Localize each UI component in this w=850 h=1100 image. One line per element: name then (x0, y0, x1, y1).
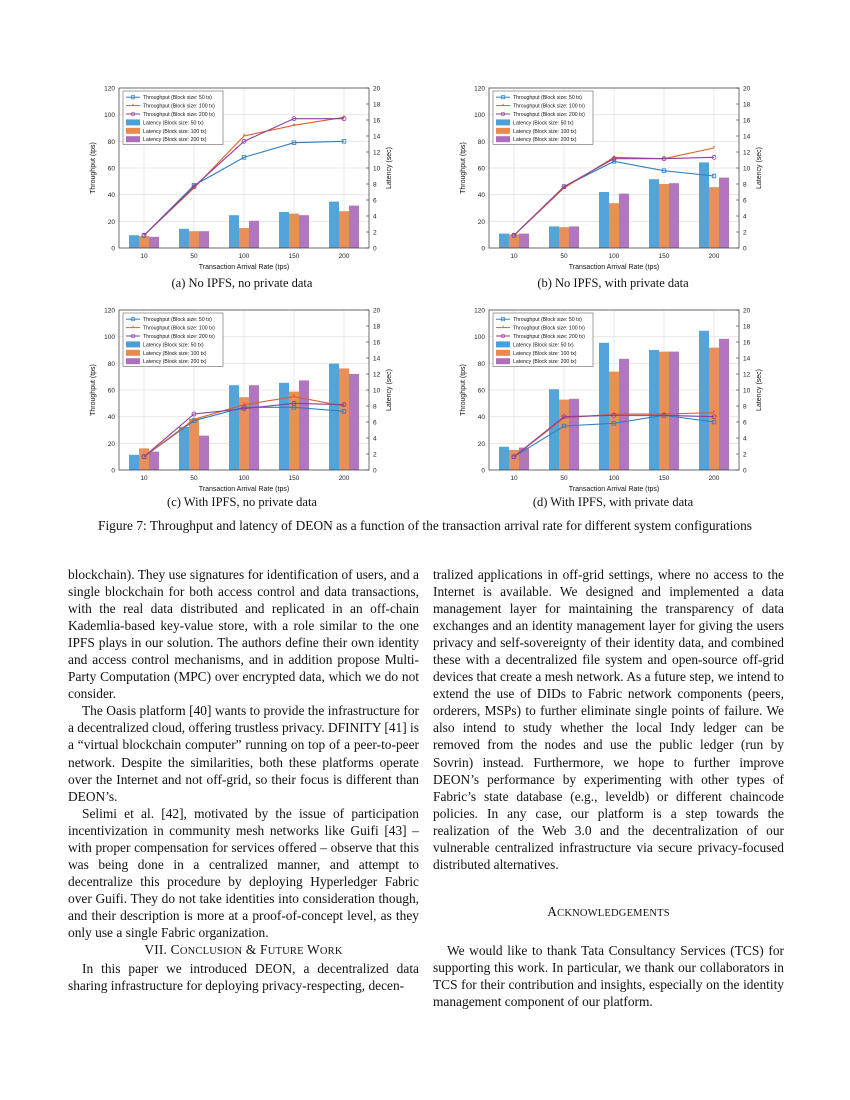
legend-label: Throughput (Block size: 200 tx) (513, 112, 585, 118)
y-right-tick-label: 8 (373, 403, 377, 411)
x-axis-label: Transaction Arrival Rate (tps) (568, 264, 660, 271)
latency-bar (289, 214, 299, 248)
latency-bar (349, 374, 359, 470)
latency-bar (569, 399, 579, 470)
y-left-tick-label: 100 (104, 334, 115, 342)
y-right-tick-label: 12 (743, 149, 751, 157)
x-tick-label: 150 (288, 253, 300, 260)
latency-bar (299, 215, 309, 248)
legend-bar-swatch (496, 136, 510, 142)
y-left-tick-label: 60 (477, 387, 485, 395)
line-marker: * (142, 454, 146, 462)
legend-marker: * (131, 325, 135, 332)
y-right-tick-label: 14 (373, 355, 381, 363)
latency-bar (709, 187, 719, 248)
legend-label: Latency (Block size: 100 tx) (143, 350, 207, 357)
y-right-tick-label: 20 (743, 85, 751, 93)
line-marker: * (662, 411, 666, 419)
subcaption-c: (c) With IPFS, no private data (167, 495, 317, 509)
y-left-tick-label: 20 (107, 218, 115, 226)
latency-bar (189, 231, 199, 248)
x-axis-label: Transaction Arrival Rate (tps) (568, 486, 660, 493)
line-marker: * (512, 454, 516, 462)
y-right-tick-label: 12 (373, 149, 381, 157)
legend-label: Latency (Block size: 100 tx) (513, 128, 577, 135)
line-marker: * (612, 411, 616, 419)
latency-bar (719, 339, 729, 470)
latency-bar (189, 416, 199, 470)
x-tick-label: 100 (238, 253, 250, 260)
line-marker: * (342, 403, 346, 411)
subcaption-a: (a) No IPFS, no private data (171, 276, 313, 290)
legend-label: Latency (Block size: 50 tx) (143, 342, 204, 349)
y-right-tick-label: 2 (373, 451, 377, 459)
legend-bar-swatch (126, 119, 140, 125)
y-left-tick-label: 100 (104, 112, 115, 120)
latency-bar (339, 211, 349, 248)
legend-label: Throughput (Block size: 100 tx) (513, 103, 585, 110)
y-left-tick-label: 0 (481, 245, 485, 253)
legend-bar-swatch (126, 136, 140, 142)
y-right-tick-label: 16 (373, 117, 381, 125)
y-right-tick-label: 6 (743, 197, 747, 205)
latency-bar (149, 452, 159, 470)
line-marker: * (242, 402, 246, 410)
latency-bar (239, 228, 249, 248)
legend-label: Latency (Block size: 200 tx) (143, 137, 207, 144)
legend-label: Throughput (Block size: 200 tx) (143, 112, 215, 118)
latency-bar (669, 352, 679, 470)
chart-d (455, 300, 825, 500)
section-heading-conclusion: VII. CONCLUSION & FUTURE WORK (144, 942, 343, 958)
left-paragraph-2: The Oasis platform [40] wants to provide the infrastructure for a decentralized cloud, offering trustless privacy. DFINITY [41] is a “virtual blockchain computer” running on top of a peer-to-peer network. Despite the similarities, both these platforms operate over the Internet and not off-grid, so their focus is different than DEON’s. (68, 703, 419, 804)
line-marker: * (192, 416, 196, 424)
y-left-axis-label: Throughput (tps) (90, 142, 97, 194)
y-right-tick-label: 14 (373, 133, 381, 141)
y-right-tick-label: 16 (373, 339, 381, 347)
chart-d-svg (455, 300, 825, 500)
latency-bar (619, 194, 629, 248)
y-right-tick-label: 10 (373, 165, 381, 173)
x-tick-label: 10 (140, 253, 148, 260)
y-right-tick-label: 0 (743, 467, 747, 475)
x-tick-label: 10 (510, 253, 518, 260)
line-marker: * (512, 232, 516, 240)
y-right-tick-label: 20 (373, 307, 381, 315)
y-right-tick-label: 2 (373, 229, 377, 237)
legend-label: Throughput (Block size: 50 tx) (143, 95, 212, 102)
x-tick-label: 200 (708, 475, 720, 482)
y-right-tick-label: 10 (373, 387, 381, 395)
legend-bar-swatch (496, 128, 510, 134)
latency-bar (649, 350, 659, 470)
subcaption-b: (b) No IPFS, with private data (537, 276, 689, 290)
latency-bar (199, 231, 209, 248)
y-right-tick-label: 8 (743, 403, 747, 411)
line-marker: * (292, 394, 296, 402)
y-left-tick-label: 0 (481, 467, 485, 475)
right-paragraph-2: We would like to thank Tata Consultancy Services (TCS) for supporting this work. In particular, we thank our collaborators in TCS for their contribution and insights, especially on the identity management component of our platform. (433, 942, 784, 1010)
latency-bar (569, 226, 579, 248)
legend-bar-swatch (126, 358, 140, 364)
y-left-tick-label: 0 (111, 467, 115, 475)
y-left-axis-label: Throughput (tps) (460, 142, 467, 194)
latency-bar (609, 203, 619, 248)
y-right-tick-label: 18 (373, 101, 381, 109)
chart-c (85, 300, 455, 500)
y-right-axis-label: Latency (sec) (386, 146, 393, 190)
y-left-tick-label: 60 (107, 165, 115, 173)
legend-label: Throughput (Block size: 100 tx) (143, 103, 215, 110)
legend-bar-swatch (496, 341, 510, 347)
latency-bar (699, 331, 709, 470)
line-marker: * (712, 145, 716, 153)
y-right-tick-label: 12 (373, 371, 381, 379)
latency-bar (599, 192, 609, 248)
y-left-tick-label: 120 (474, 85, 485, 93)
latency-bar (129, 455, 139, 470)
legend-bar-swatch (126, 350, 140, 356)
legend-bar-swatch (496, 350, 510, 356)
x-tick-label: 200 (338, 253, 350, 260)
y-left-tick-label: 40 (477, 414, 485, 422)
x-tick-label: 150 (658, 475, 670, 482)
y-right-tick-label: 6 (743, 419, 747, 427)
line-marker: * (242, 133, 246, 141)
y-right-tick-label: 10 (743, 165, 751, 173)
y-right-tick-label: 0 (373, 245, 377, 253)
latency-bar (179, 427, 189, 470)
y-left-tick-label: 20 (107, 440, 115, 448)
right-paragraph-1: tralized applications in off-grid settings, where no access to the Internet is available. We designed and implemented a data management layer for maintaining the transparency of data exchanges and an identity management layer for giving the users privacy and self-sovereignty of their identity data, and combined these with a decentralized file system and open-source off-grid devices that create a mesh network. As a future step, we intend to extend the use of DIDs to Fabric network components (peers, orderers, MSPs) to further eliminate single points of failure. We also intend to study whether the local Indy ledger can be removed from the nodes and use the public ledger (run by Sovrin) instead. Furthermore, we hope to further improve DEON’s performance by experimenting with other types of Fabric’s state database (e.g., leveldb) or different chaincode policies. In any case, our platform is a step towards the realization of the Web 3.0 and the decentralization of our vulnerable centralized infrastructure via secure privacy-focused distributed alternatives. (433, 567, 784, 872)
line-marker: * (562, 185, 566, 193)
section-heading-acknowledgements: ACKNOWLEDGEMENTS (547, 903, 670, 919)
latency-bar (599, 343, 609, 470)
latency-bar (249, 385, 259, 470)
figure-caption: Figure 7: Throughput and latency of DEON as a function of the transaction arrival rate for different system configurations (98, 518, 752, 533)
y-right-tick-label: 12 (743, 371, 751, 379)
chart-a (85, 78, 455, 278)
y-right-tick-label: 14 (743, 355, 751, 363)
y-left-tick-label: 120 (104, 85, 115, 93)
latency-bar (659, 184, 669, 248)
legend-marker: * (131, 103, 135, 110)
chart-c-svg (85, 300, 455, 500)
latency-bar (549, 226, 559, 248)
latency-bar (129, 235, 139, 248)
y-right-tick-label: 18 (743, 323, 751, 331)
left-column (68, 566, 419, 994)
latency-bar (499, 234, 509, 248)
y-right-tick-label: 6 (373, 419, 377, 427)
y-right-tick-label: 4 (743, 435, 747, 443)
legend-bar-swatch (496, 358, 510, 364)
y-right-tick-label: 8 (743, 181, 747, 189)
latency-bar (649, 179, 659, 248)
x-tick-label: 10 (140, 475, 148, 482)
y-left-tick-label: 80 (477, 138, 485, 146)
subcaption-d: (d) With IPFS, with private data (532, 495, 694, 509)
y-right-tick-label: 2 (743, 229, 747, 237)
line-marker: * (192, 185, 196, 193)
legend-marker: * (501, 103, 505, 110)
y-left-tick-label: 60 (107, 387, 115, 395)
line-marker: * (562, 415, 566, 423)
y-left-tick-label: 80 (107, 360, 115, 368)
latency-bar (149, 237, 159, 248)
legend-label: Latency (Block size: 200 tx) (513, 137, 577, 144)
y-right-tick-label: 14 (743, 133, 751, 141)
x-tick-label: 150 (288, 475, 300, 482)
x-tick-label: 150 (658, 253, 670, 260)
chart-b (455, 78, 825, 278)
y-right-tick-label: 6 (373, 197, 377, 205)
legend-bar-swatch (496, 119, 510, 125)
left-paragraph-1: blockchain). They use signatures for identification of users, and a single blockchain for both access control and data transactions, with the real data distributed and replicated in an off-chain Kademlia-based key-value store, with a role similar to the one IPFS plays in our solution. The authors define their own identity and access control mechanisms, and in addition propose Multi-Party Computation (MPC) over encrypted data, which we do not consider. (68, 567, 419, 702)
y-left-tick-label: 0 (111, 245, 115, 253)
y-left-tick-label: 100 (474, 112, 485, 120)
legend-bar-swatch (126, 128, 140, 134)
x-tick-label: 50 (560, 475, 568, 482)
y-left-tick-label: 40 (107, 192, 115, 200)
y-right-tick-label: 18 (743, 101, 751, 109)
x-tick-label: 50 (190, 253, 198, 260)
legend-label: Throughput (Block size: 50 tx) (143, 317, 212, 324)
latency-bar (279, 212, 289, 248)
y-right-tick-label: 16 (743, 339, 751, 347)
y-left-tick-label: 100 (474, 334, 485, 342)
legend-label: Throughput (Block size: 50 tx) (513, 95, 582, 102)
line-marker: * (292, 122, 296, 130)
x-axis-label: Transaction Arrival Rate (tps) (198, 486, 290, 493)
legend-label: Throughput (Block size: 200 tx) (513, 334, 585, 340)
legend-label: Throughput (Block size: 100 tx) (143, 325, 215, 332)
y-left-tick-label: 20 (477, 440, 485, 448)
y-right-tick-label: 18 (373, 323, 381, 331)
x-tick-label: 10 (510, 475, 518, 482)
y-right-tick-label: 0 (373, 467, 377, 475)
x-tick-label: 200 (338, 475, 350, 482)
y-right-tick-label: 4 (373, 213, 377, 221)
y-right-tick-label: 20 (373, 85, 381, 93)
x-tick-label: 100 (238, 475, 250, 482)
latency-bar (179, 229, 189, 248)
legend-label: Latency (Block size: 50 tx) (513, 342, 574, 349)
latency-bar (279, 383, 289, 470)
latency-bar (249, 221, 259, 248)
y-left-axis-label: Throughput (tps) (460, 364, 467, 416)
legend-label: Latency (Block size: 100 tx) (143, 128, 207, 135)
latency-bar (499, 447, 509, 470)
y-left-tick-label: 120 (104, 307, 115, 315)
x-tick-label: 200 (708, 253, 720, 260)
latency-bar (559, 227, 569, 248)
latency-bar (329, 364, 339, 470)
left-paragraph-3: Selimi et al. [42], motivated by the issue of participation incentivization in community mesh networks like Guifi [43] – with proper compensation for services offered – observe that this was being done in a centralized manner, and attempt to decentralize this procedure by deploying Hyperledger Fabric over Guifi. They do not take identities into consideration though, and their description is more at a proof-of-concept level, as they only use a single Fabric organization. (68, 805, 419, 940)
y-right-tick-label: 4 (373, 435, 377, 443)
latency-bar (199, 436, 209, 470)
chart-a-svg (85, 78, 455, 278)
latency-bar (519, 234, 529, 248)
y-left-tick-label: 80 (477, 360, 485, 368)
legend-label: Throughput (Block size: 100 tx) (513, 325, 585, 332)
left-paragraph-4: In this paper we introduced DEON, a decentralized data sharing infrastructure for deploying privacy-respecting, decen- (68, 961, 419, 994)
y-right-tick-label: 0 (743, 245, 747, 253)
y-right-axis-label: Latency (sec) (756, 146, 763, 190)
latency-bar (709, 348, 719, 470)
latency-bar (229, 385, 239, 470)
y-left-axis-label: Throughput (tps) (90, 364, 97, 416)
y-right-tick-label: 20 (743, 307, 751, 315)
x-axis-label: Transaction Arrival Rate (tps) (198, 264, 290, 271)
latency-bar (229, 215, 239, 248)
line-marker: * (712, 410, 716, 418)
y-left-tick-label: 40 (107, 414, 115, 422)
y-left-tick-label: 120 (474, 307, 485, 315)
x-tick-label: 100 (608, 253, 620, 260)
latency-bar (299, 380, 309, 470)
line-marker: * (342, 114, 346, 122)
latency-bar (349, 206, 359, 248)
legend-label: Latency (Block size: 200 tx) (143, 359, 207, 366)
latency-bar (719, 178, 729, 248)
y-right-axis-label: Latency (sec) (756, 368, 763, 412)
legend-bar-swatch (126, 341, 140, 347)
y-right-tick-label: 4 (743, 213, 747, 221)
x-tick-label: 50 (190, 475, 198, 482)
y-left-tick-label: 40 (477, 192, 485, 200)
y-left-tick-label: 20 (477, 218, 485, 226)
right-column (433, 566, 784, 1010)
y-right-tick-label: 2 (743, 451, 747, 459)
legend-label: Throughput (Block size: 50 tx) (513, 317, 582, 324)
y-right-tick-label: 10 (743, 387, 751, 395)
y-right-tick-label: 16 (743, 117, 751, 125)
y-left-tick-label: 80 (107, 138, 115, 146)
latency-bar (329, 202, 339, 248)
legend-label: Latency (Block size: 50 tx) (143, 120, 204, 127)
chart-b-svg (455, 78, 825, 278)
y-right-tick-label: 8 (373, 181, 377, 189)
latency-bar (669, 183, 679, 248)
legend-label: Latency (Block size: 50 tx) (513, 120, 574, 127)
line-marker: * (662, 156, 666, 164)
latency-bar (339, 368, 349, 470)
line-marker: * (142, 232, 146, 240)
y-right-axis-label: Latency (sec) (386, 368, 393, 412)
x-tick-label: 50 (560, 253, 568, 260)
y-left-tick-label: 60 (477, 165, 485, 173)
legend-label: Latency (Block size: 200 tx) (513, 359, 577, 366)
latency-bar (559, 400, 569, 470)
legend-label: Throughput (Block size: 200 tx) (143, 334, 215, 340)
line-marker: * (612, 154, 616, 162)
legend-label: Latency (Block size: 100 tx) (513, 350, 577, 357)
x-tick-label: 100 (608, 475, 620, 482)
legend-marker: * (501, 325, 505, 332)
latency-bar (609, 372, 619, 470)
